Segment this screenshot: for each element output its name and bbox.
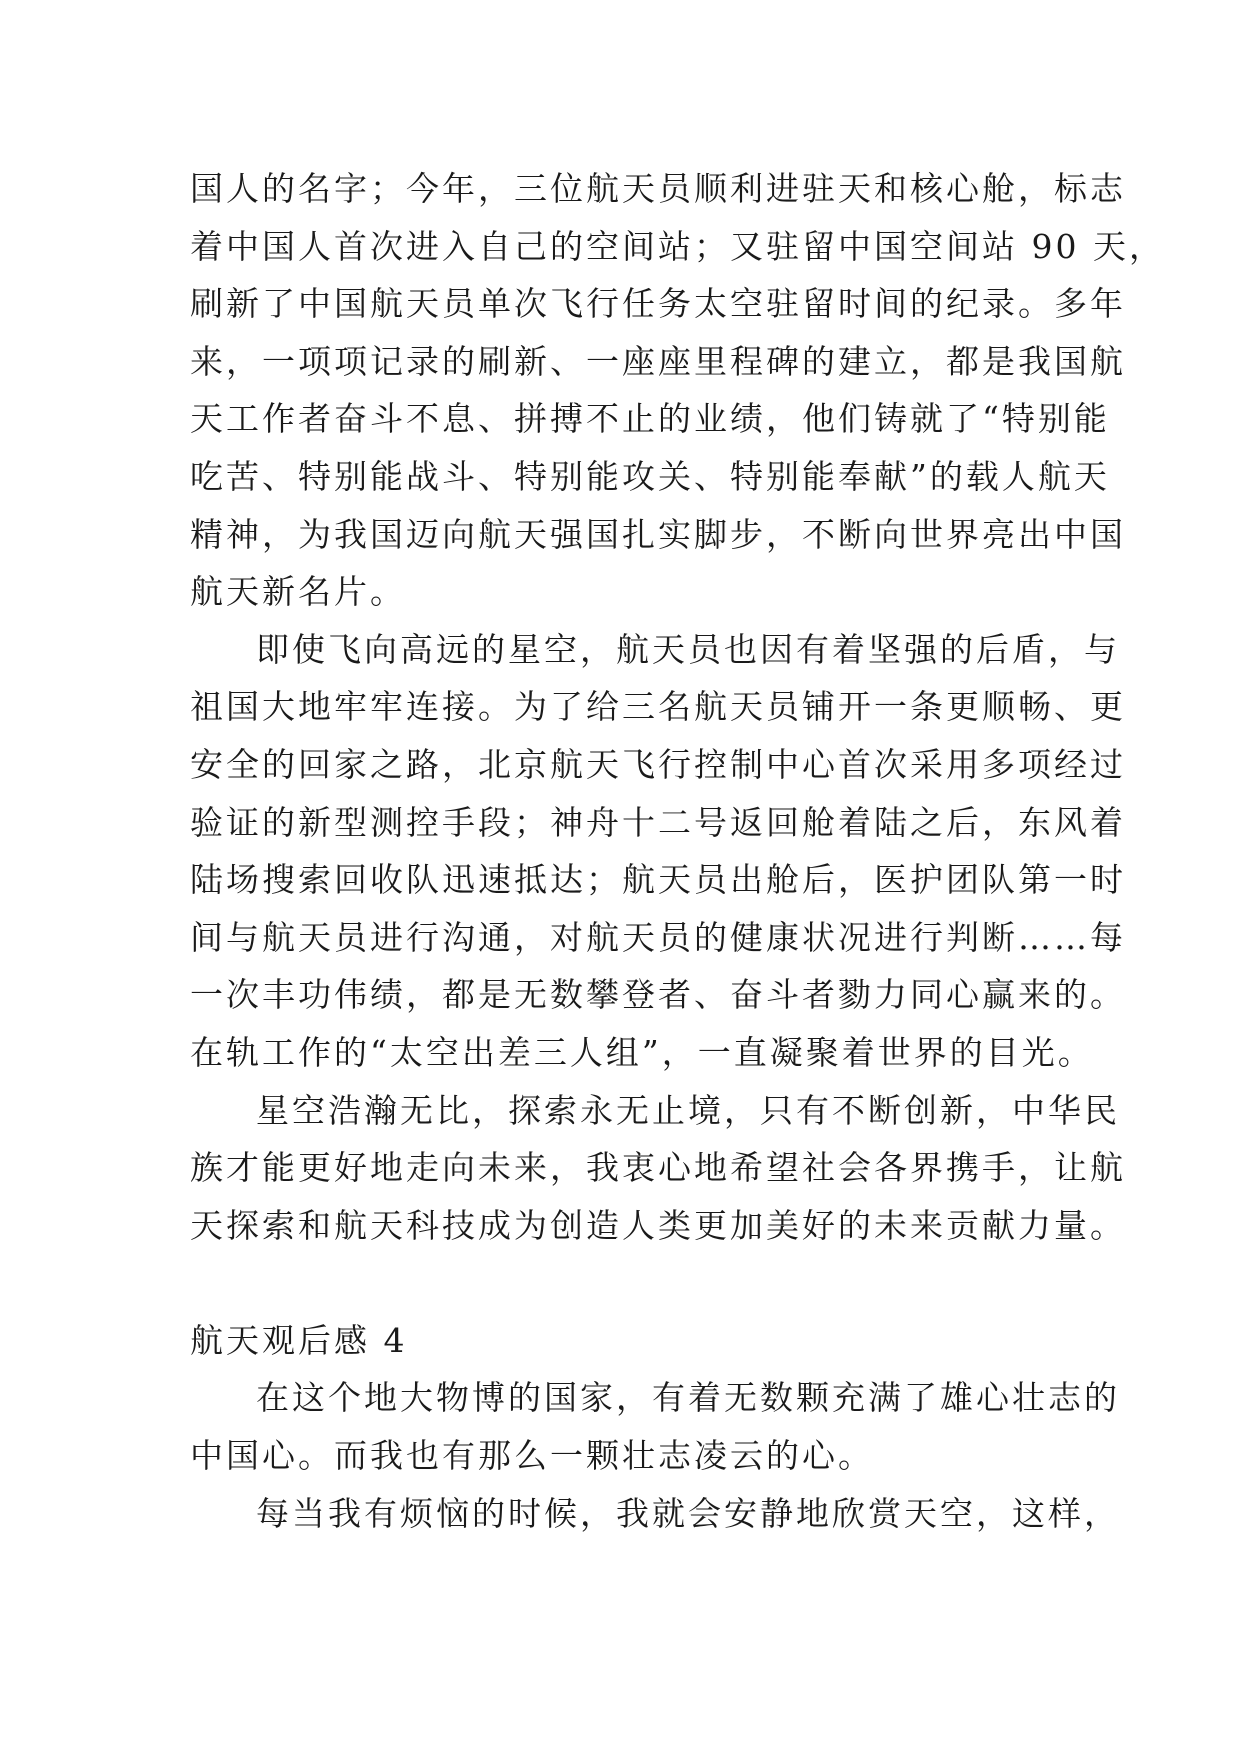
paragraph (190, 1369, 1120, 1484)
text-line: 一次丰功伟绩，都是无数攀登者、奋斗者勠力同心赢来的。 (190, 975, 1126, 1015)
text-line: 天探索和航天科技成为创造人类更加美好的未来贡献力量。 (190, 1205, 1126, 1245)
text-line: 每当我有烦恼的时候，我就会安静地欣赏天空，这样， (256, 1493, 1120, 1533)
text-line: 国人的名字；今年，三位航天员顺利进驻天和核心舱，标志 (190, 169, 1126, 208)
paragraph (190, 1082, 1126, 1255)
text-line: 验证的新型测控手段；神舟十二号返回舱着陆之后，东风着 (190, 802, 1126, 842)
text-line: 来，一项项记录的刷新、一座座里程碑的建立，都是我国航 (190, 341, 1126, 381)
text-line: 航天新名片。 (190, 572, 406, 612)
paragraph (190, 1485, 1120, 1543)
text-line: 即使飞向高远的星空，航天员也因有着坚强的后盾，与 (256, 629, 1120, 669)
text-line: 安全的回家之路，北京航天飞行控制中心首次采用多项经过 (190, 744, 1126, 784)
text-line: 间与航天员进行沟通，对航天员的健康状况进行判断……每 (190, 917, 1126, 957)
text-line: 陆场搜索回收队迅速抵达；航天员出舱后，医护团队第一时 (190, 860, 1126, 900)
text-line: 精神，为我国迈向航天强国扎实脚步，不断向世界亮出中国 (190, 514, 1126, 554)
text-line: 星空浩瀚无比，探索永无止境，只有不断创新，中华民 (256, 1090, 1120, 1130)
text-line: 吃苦、特别能战斗、特别能攻关、特别能奉献”的载人航天 (190, 456, 1110, 496)
paragraph (190, 621, 1126, 1082)
text-line: 着中国人首次进入自己的空间站；又驻留中国空间站 90 天， (190, 226, 1165, 266)
text-line: 祖国大地牢牢连接。为了给三名航天员铺开一条更顺畅、更 (190, 687, 1126, 727)
blank-line (190, 1254, 1070, 1312)
text-line: 天工作者奋斗不息、拼搏不止的业绩，他们铸就了“特别能 (190, 399, 1110, 439)
text-line: 中国心。而我也有那么一颗壮志凌云的心。 (190, 1436, 874, 1476)
text-line: 刷新了中国航天员单次飞行任务太空驻留时间的纪录。多年 (190, 284, 1126, 324)
paragraph (190, 160, 1165, 621)
text-line: 在轨工作的“太空出差三人组”，一直凝聚着世界的目光。 (190, 1032, 1094, 1072)
section-heading: 航天观后感 4 (190, 1320, 408, 1360)
text-line: 族才能更好地走向未来，我衷心地希望社会各界携手，让航 (190, 1148, 1126, 1188)
text-line: 在这个地大物博的国家，有着无数颗充满了雄心壮志的 (256, 1378, 1120, 1418)
document-body (190, 160, 1165, 1542)
